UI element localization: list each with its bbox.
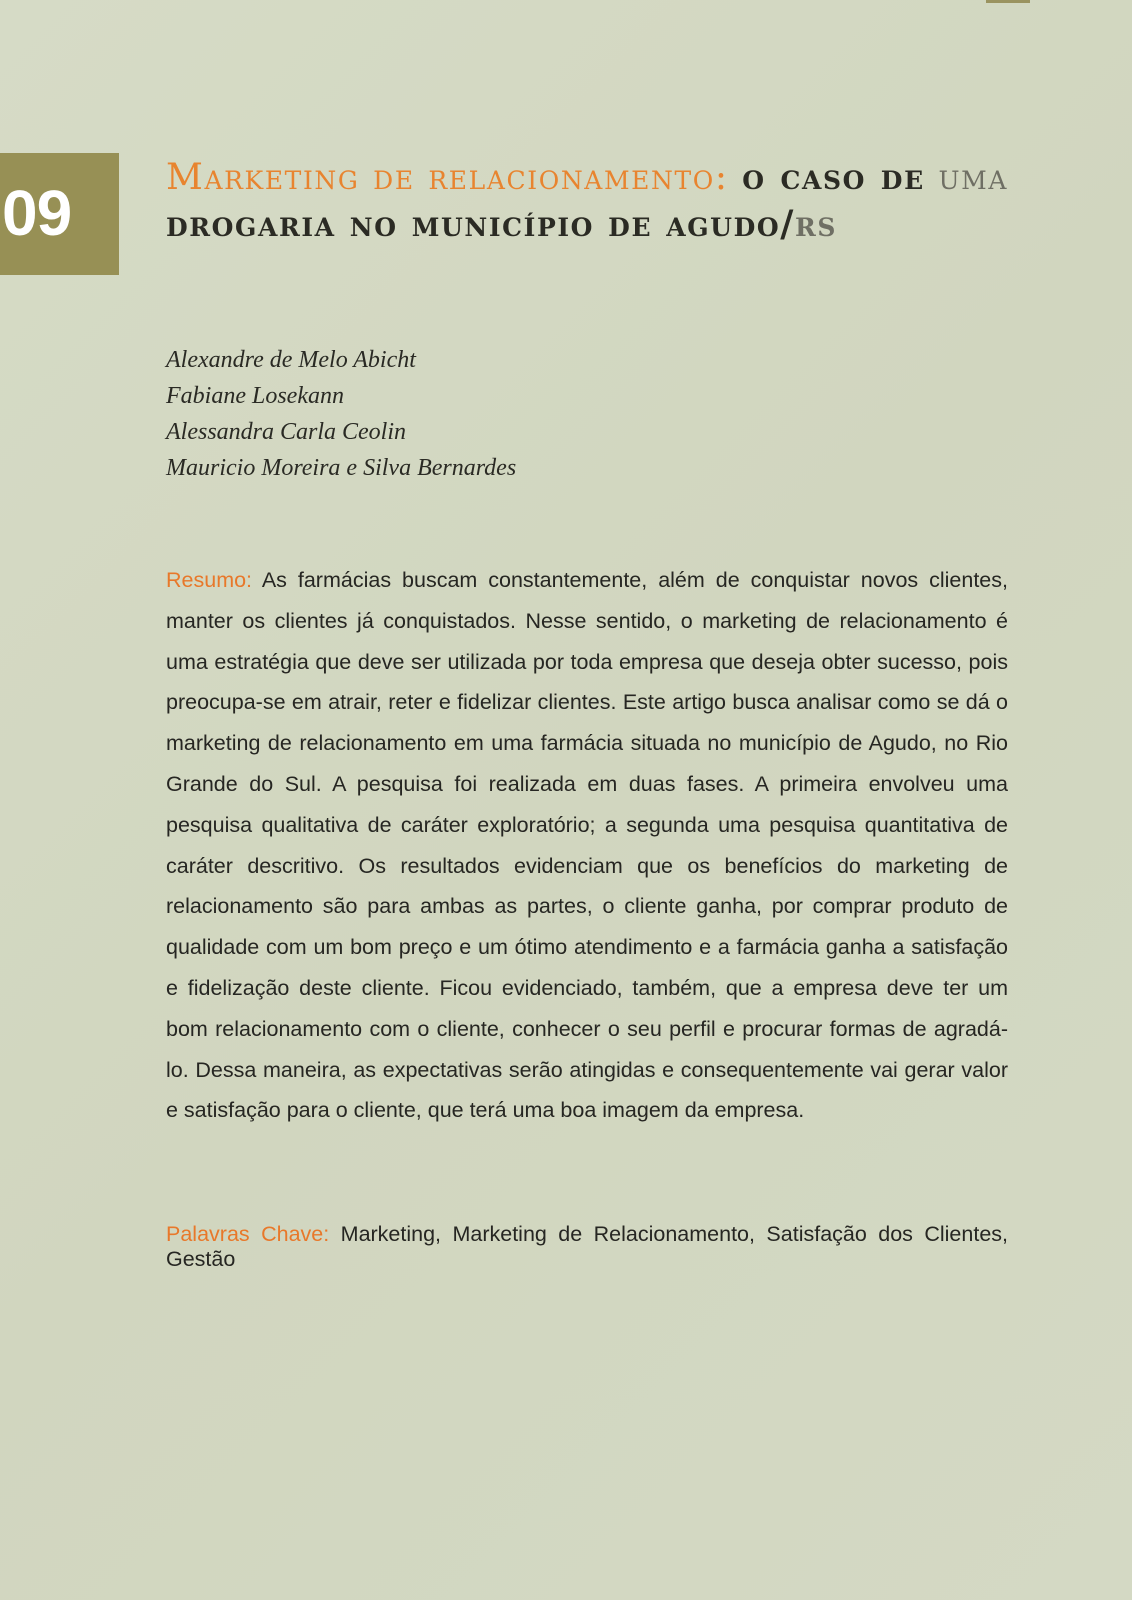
abstract-label: Resumo: [166,568,253,592]
article-title [166,154,1008,248]
chapter-number: 09 [2,177,72,249]
title-part-5: rs [794,203,838,245]
keywords-label: Palavras Chave: [166,1222,330,1246]
author-name: Fabiane Losekann [166,383,344,409]
author-name: Alexandre de Melo Abicht [166,347,416,373]
top-edge-tab [986,0,1030,3]
title-colon: : [714,157,729,198]
abstract-text: As farmácias buscam constantemente, além de conquistar novos clientes, manter os clientes já conquistados. Nesse sentido, o marketing de relacionamento é uma estratégia que deve ser utilizada por toda empresa que deseja obter sucesso, pois preocupa-se em atrair, reter e fidelizar clientes. Este artigo busca analisar como se dá o marketing de relacionamento em uma farmácia situada no município de Agudo, no Rio Grande do Sul. A pesquisa foi realizada em duas fases. A primeira envolveu uma pesquisa qualitativa de caráter exploratório; a segunda uma pesquisa quantitativa de caráter descritivo. Os resultados evidenciam que os benefícios do marketing de relacionamento são para ambas as partes, o cliente ganha, por comprar produto de qualidade com um bom preço e um ótimo atendimento e a farmácia ganha a satisfação e fidelização deste cliente. Ficou evidenciado, também, que a empresa deve ter um bom relacionamento com o cliente, conhecer o seu perfil e procurar formas de agradá-lo. Dessa maneira, as expectativas serão atingidas e consequentemente vai gerar valor e satisfação para o cliente, que terá uma boa imagem da empresa. [166,568,1008,1123]
title-part-2: o caso de [742,156,925,198]
keywords-text: Marketing, Marketing de Relacionamento, Satisfação dos Clientes, Gestão [166,1222,1008,1271]
abstract [166,560,1008,1131]
title-part-1: Marketing de relacionamento [166,157,715,198]
title-part-4: drogaria no município de agudo/ [166,203,795,245]
author-name: Alessandra Carla Ceolin [166,419,407,445]
author-list [166,342,516,486]
author-name: Mauricio Moreira e Silva Bernardes [166,455,517,481]
keywords [166,1222,1008,1272]
title-part-3: uma [938,157,1008,198]
